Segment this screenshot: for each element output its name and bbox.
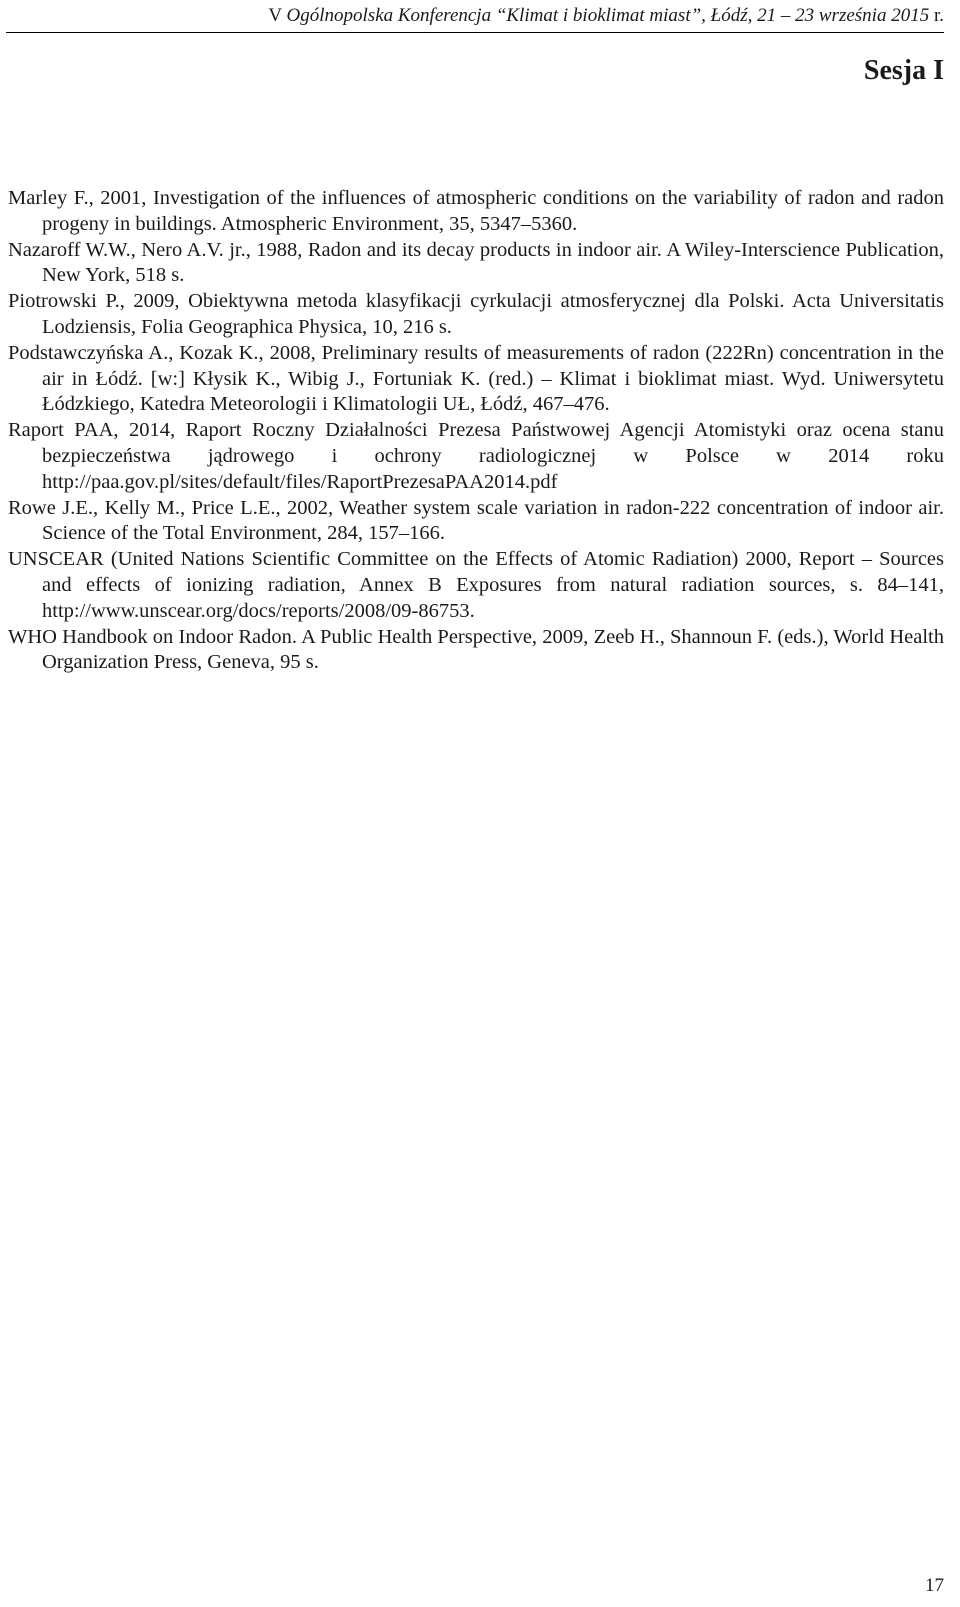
reference-item: Raport PAA, 2014, Raport Roczny Działalności Prezesa Państwowej Agencji Atomistyki oraz ocena stanu bezpieczeństwa jądrowego i ochrony radiologicznej w Polsce w 2014 roku http://paa.gov.pl/sites/default/files/RaportPrezesaPAA2014.pdf bbox=[8, 419, 944, 493]
header-conference-title: Ogólnopolska Konferencja “Klimat i bioklimat miast”, Łódź, 21 – 23 września 2015 bbox=[286, 5, 930, 26]
reference-item: Podstawczyńska A., Kozak K., 2008, Preliminary results of measurements of radon (222Rn) concentration in the air in Łódź. [w:] Kłysik K., Wibig J., Fortuniak K. (red.) – Klimat i bioklimat miast. Wyd. Uniwersytetu Łódzkiego, Katedra Meteorologii i Klimatologii UŁ, Łódź, 467–476. bbox=[8, 341, 944, 416]
reference-item: UNSCEAR (United Nations Scientific Committee on the Effects of Atomic Radiation) 2000, Report – Sources and effects of ionizing radiation, Annex B Exposures from natural radiation sources, s. 84–141, http://www.unscear.org/docs/reports/2008/09-86753. bbox=[8, 548, 944, 622]
reference-item: Piotrowski P., 2009, Obiektywna metoda klasyfikacji cyrkulacji atmosferycznej dla Polski. Acta Universitatis Lodziensis, Folia Geographica Physica, 10, 216 s. bbox=[8, 290, 944, 338]
session-title: Sesja I bbox=[863, 55, 944, 86]
reference-list bbox=[8, 186, 944, 676]
reference-item: Rowe J.E., Kelly M., Price L.E., 2002, Weather system scale variation in radon-222 concentration of indoor air. Science of the Total Environment, 284, 157–166. bbox=[8, 496, 944, 545]
page-number: 17 bbox=[925, 1575, 944, 1596]
header-prefix: V bbox=[268, 5, 287, 26]
reference-item: Marley F., 2001, Investigation of the influences of atmospheric conditions on the variability of radon and radon progeny in buildings. Atmospheric Environment, 35, 5347–5360. bbox=[8, 187, 944, 235]
running-header bbox=[0, 4, 944, 28]
header-suffix: r. bbox=[929, 5, 944, 26]
reference-item: WHO Handbook on Indoor Radon. A Public Health Perspective, 2009, Zeeb H., Shannoun F. (eds.), World Health Organization Press, Geneva, 95 s. bbox=[8, 625, 944, 674]
header-rule bbox=[6, 32, 944, 33]
reference-item: Nazaroff W.W., Nero A.V. jr., 1988, Radon and its decay products in indoor air. A Wiley-Interscience Publication, New York, 518 s. bbox=[8, 238, 944, 287]
